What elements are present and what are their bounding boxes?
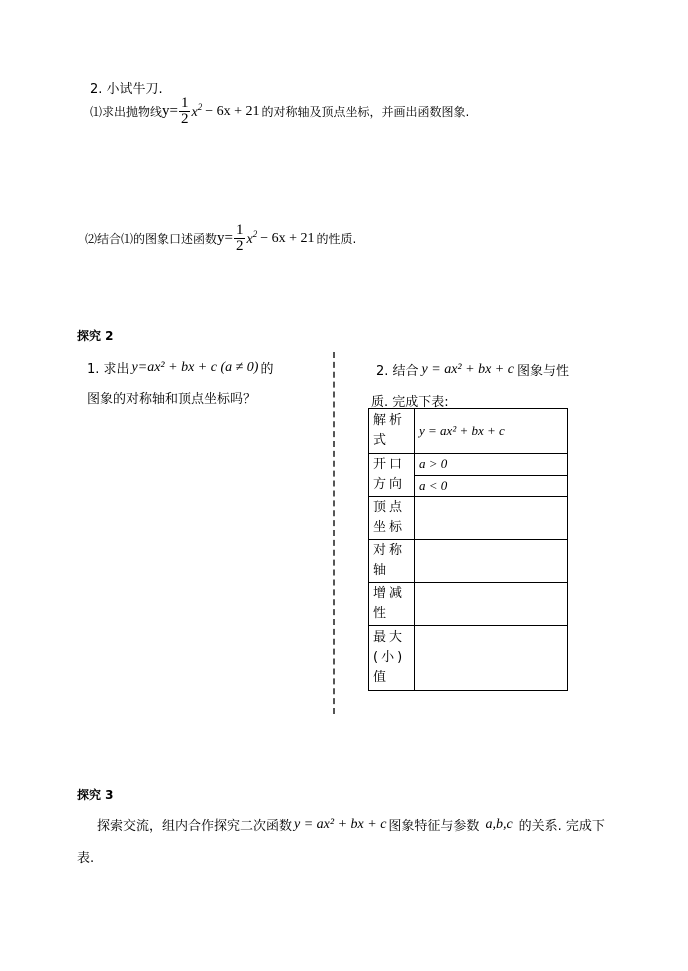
question-2-fraction [234,223,246,254]
question-1-y: y= [162,103,178,119]
right-question-prefix: 2. 结合 [376,364,419,379]
table-row [369,409,568,454]
explore-2-right-question [376,360,569,379]
row-value[interactable] [415,583,568,626]
row-value-a-negative: a < 0 [415,475,568,497]
question-2 [85,223,356,254]
question-1-poly: − 6x + 21 [205,103,260,119]
right-question-suffix: 图象与性 [516,364,569,379]
row-value-a-positive: a > 0 [415,454,568,476]
question-2-y: y= [217,230,233,246]
explore-3-prefix: 探索交流，组内合作探究二次函数 [97,819,293,834]
left-question-equation: y=ax² + bx + c (a ≠ 0) [131,359,259,375]
explore-3-mid: 图象特征与参数 [388,819,480,834]
question-2-x-squared: $x^2$ [246,229,258,247]
table-row [369,497,568,540]
table-row [369,583,568,626]
left-question-mid: 的 [260,362,274,377]
question-1-x-squared: $x^2$ [191,102,203,120]
left-question-prefix: 1. 求出 [87,362,130,377]
table-row [369,626,568,691]
section-header: 2. 小试牛刀. [90,82,163,97]
explore-3-equation: y = ax² + bx + c [294,816,387,832]
left-question-line2: 图象的对称轴和顶点坐标吗？ [87,392,257,407]
question-1-suffix: 的对称轴及顶点坐标，并画出函数图象. [261,105,470,119]
column-divider [333,352,335,714]
question-2-prefix: ⑵结合⑴的图象口述函数 [85,232,218,246]
row-value[interactable] [415,626,568,691]
properties-table [368,408,568,691]
question-1 [90,96,469,127]
row-label: 开口方向 [369,454,415,497]
explore-2-left-question [87,358,273,377]
explore-3-line1 [97,815,605,834]
table-row [369,454,568,476]
explore-3-title: 探究 3 [77,788,114,802]
right-question-equation: y = ax² + bx + c [421,361,514,377]
fraction-numerator: 1 [180,95,189,111]
right-question-line2: 质. 完成下表: [371,395,449,410]
row-label: 增减性 [369,583,415,626]
explore-2-title: 探究 2 [77,329,114,343]
question-2-suffix: 的性质. [316,232,357,246]
explore-3-suffix: 的关系. 完成下 [518,819,605,834]
explore-3-line2: 表. [77,851,95,866]
explore-3-params: a,b,c [485,816,513,832]
row-label: 顶点坐标 [369,497,415,540]
row-value[interactable] [415,540,568,583]
fraction-denominator: 2 [235,238,244,254]
question-2-poly: − 6x + 21 [260,230,315,246]
table-row [369,540,568,583]
row-label: 最大(小)值 [369,626,415,691]
row-label: 解析式 [369,409,415,454]
question-1-fraction [179,96,191,127]
question-1-prefix: ⑴求出抛物线 [90,105,163,119]
row-value: y = ax² + bx + c [415,409,568,454]
fraction-numerator: 1 [235,222,244,238]
row-label: 对称轴 [369,540,415,583]
fraction-denominator: 2 [180,111,189,127]
row-value[interactable] [415,497,568,540]
